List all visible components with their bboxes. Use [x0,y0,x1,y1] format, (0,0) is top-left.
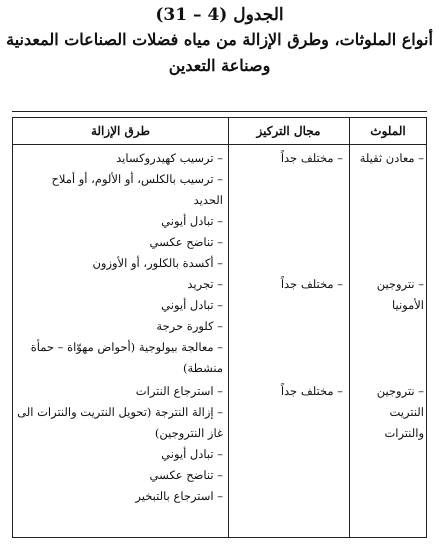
method-item: – تجريد [187,277,223,291]
method-item: – كلورة حرجة [156,319,223,333]
pollutant-line: – معادن ثقيلة [359,151,424,165]
pollutant-line: الأمونيا [391,298,424,312]
header-pollutant: الملوث [370,124,406,138]
method-item: – إزالة النترجة (تحويل النتريت والنترات الى [17,405,223,419]
concentration-cell [233,381,343,402]
method-item: – استرجاع النترات [135,384,223,398]
method-item: – معالجة بيولوجية (أحواض مهوّاة – حمأة [30,340,223,354]
pollutant-cell [354,274,424,316]
pollutant-line: النتريت [389,405,424,419]
table-title-line-2: وصناعة التعدين [168,56,271,75]
column-divider [228,118,229,537]
method-item: – أكسدة بالكلور، أو الأوزون [92,256,223,270]
header-divider [13,144,426,145]
method-item: – تناضح عكسي [149,468,223,482]
method-item: – ترسيب كهيدروكسايد [116,151,223,165]
table-caption: الجدول (4 – 31) [155,5,284,25]
method-item: – تبادل أيوني [161,214,223,228]
header-methods: طرق الإزالة [90,124,151,138]
methods-cell [17,274,223,379]
methods-cell [17,381,223,507]
pollutant-cell [354,148,424,169]
concentration-cell [233,274,343,295]
header-concentration: مجال التركيز [256,124,321,138]
pollutants-table [12,117,427,538]
top-rule [12,111,427,112]
method-item: – تبادل أيوني [161,447,223,461]
method-item: – ترسيب بالكلس، أو الألوم، أو أملاح [51,172,223,186]
method-item: غاز النتروجين) [154,426,223,440]
concentration-value: – مختلف جداً [280,151,343,165]
document-header [0,4,439,78]
pollutant-line: – نتروجين [376,384,424,398]
method-item: منشطة) [183,361,223,375]
table-title-line-1: أنواع الملوثات، وطرق الإزالة من مياه فضلات الصناعات المعدنية [6,30,433,49]
concentration-value: – مختلف جداً [280,384,343,398]
pollutant-line: والنترات [384,426,424,440]
method-item: – تناضح عكسي [149,235,223,249]
concentration-value: – مختلف جداً [280,277,343,291]
method-item: الحديد [193,193,223,207]
concentration-cell [233,148,343,169]
column-divider [349,118,350,537]
method-item: – تبادل أيوني [161,298,223,312]
method-item: – استرجاع بالتبخير [135,489,223,503]
pollutant-line: – نتروجين [376,277,424,291]
methods-cell [17,148,223,274]
pollutant-cell [354,381,424,444]
